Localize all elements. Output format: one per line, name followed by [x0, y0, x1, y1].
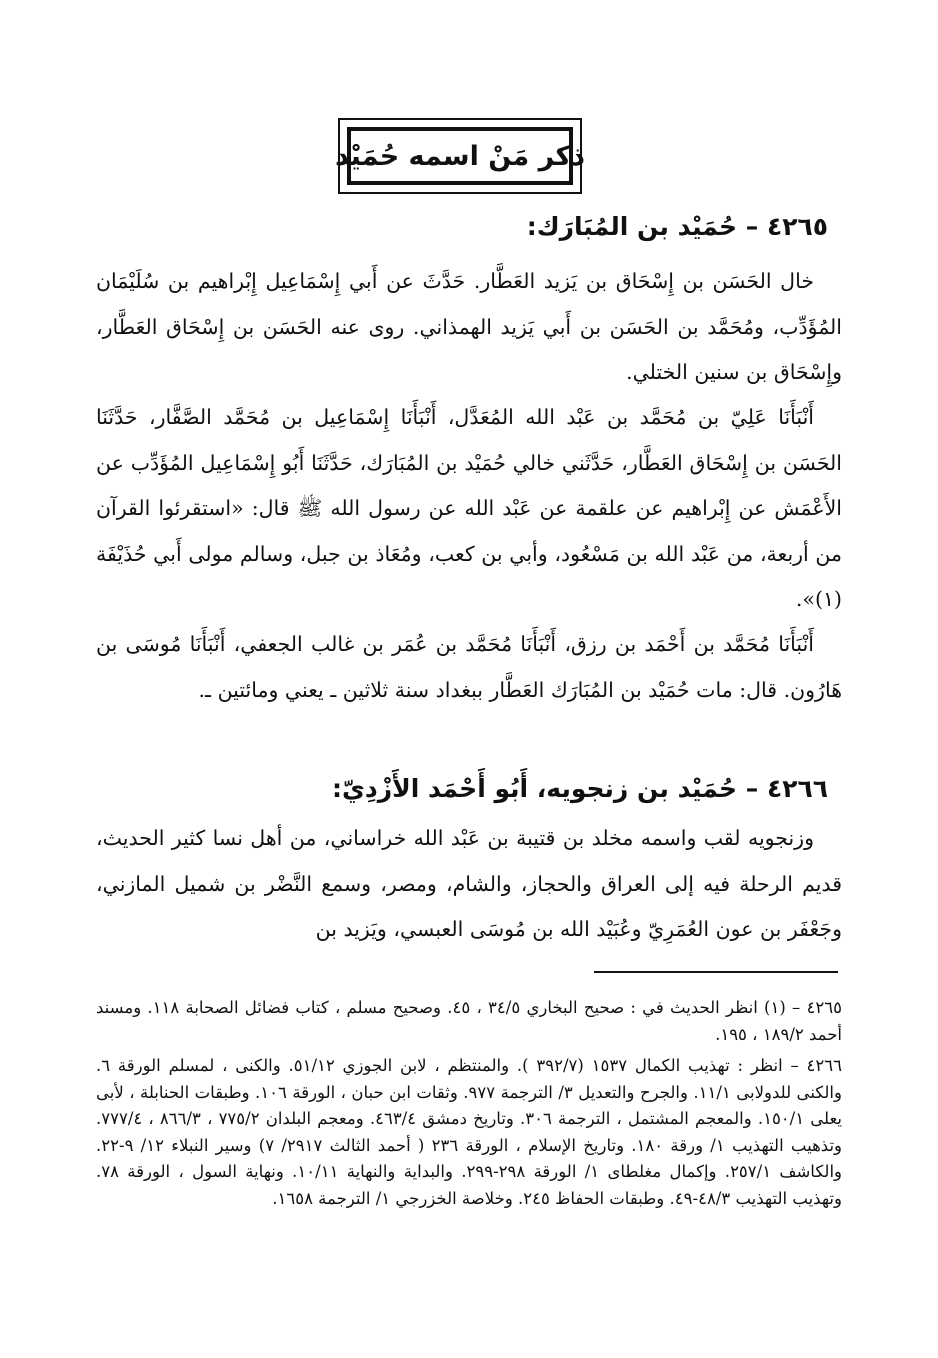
footnote-text: – انظر : تهذيب الكمال ١٥٣٧ (٣٩٢/٧ ). والمنتظم ، لابن الجوزي ٥١/١٢. والكنى ، لمسلم الورقة ٦. والكنى للدولابى ١١/١. والجرح والتعديل ٣/ الترجمة ٩٧٧. وثقات ابن حبان ، الورقة ١٠٦. وطبقات الحنابلة ، لأبى يعلى ١٥٠/١. والمعجم المشتمل ، الترجمة ٣٠٦. وتاريخ دمشق ٤٦٣/٤. ومعجم البلدان ٧٧٥/٢ ، ٨٦٦/٣ ، ٧٧٧/٤. وتذهيب التهذيب ١/ ورقة ١٨٠. وتاريخ الإسلام ، الورقة ٢٣٦ ( أحمد الثالث ٢٩١٧/ ٧) وسير النبلاء ١٢/ ٩-٢٢. والكاشف ٢٥٧/١. وإكمال مغلطاى ١/ الورقة ٢٩٨-٢٩٩. والبداية والنهاية ١٠/١١. ونهاية السول ، الورقة ٧٨. وتهذيب التهذيب ٤٨/٣-٤٩. وطبقات الحفاظ ٢٤٥. وخلاصة الخزرجي ١/ الترجمة ١٦٥٨. [96, 1056, 843, 1208]
section-title-box [334, 118, 586, 194]
footnote-4266 [96, 1053, 842, 1212]
section-title-inner-border [334, 127, 586, 185]
footnote-number: ٤٢٦٥ [806, 998, 843, 1017]
entry-heading-4266: ٤٢٦٦ – حُمَيْد بن زنجويه، أَبُو أَحْمَد الأَزْدِيّ: [331, 774, 828, 803]
footnote-text: – (١) انظر الحديث في : صحيح البخاري ٣٤/٥ ، ٤٥. وصحيح مسلم ، كتاب فضائل الصحابة ١١٨. ومسند أحمد ١٨٩/٢ ، ١٩٥. [96, 998, 842, 1044]
entry-4266-paragraph-1: وزنجويه لقب واسمه مخلد بن قتيبة بن عَبْد الله خراساني، من أهل نسا كثير الحديث، قديم الرحلة فيه إلى العراق والحجاز، والشام، ومصر، وسمع النَّضْر بن شميل المازني، وجَعْفَر بن عون العُمَرِيّ وعُبَيْد الله بن مُوسَى العبسي، ويَزيد بن [96, 826, 842, 941]
footnote-4265 [96, 995, 842, 1048]
entry-4265-paragraph-3: أَنْبَأَنَا مُحَمَّد بن أَحْمَد بن رزق، أَنْبَأَنَا مُحَمَّد بن عُمَر بن غالب الجعفي، أَنْبَأَنَا مُوسَى بن هَارُون. قال: مات حُمَيْد بن المُبَارَك العَطَّار ببغداد سنة ثلاثين ـ يعني ومائتين ـ. [96, 632, 842, 702]
entry-4265-paragraph-1: خال الحَسَن بن إِسْحَاق بن يَزيد العَطَّار. حَدَّثَ عن أَبي إِسْمَاعِيل إِبْراهيم بن سُلَيْمَان المُؤَدِّب، ومُحَمَّد بن الحَسَن بن أَبي يَزيد الهمذاني. روى عنه الحَسَن بن إِسْحَاق العَطَّار، وإِسْحَاق بن سنين الختلي. [96, 269, 842, 384]
section-title: ذكر مَنْ اسمه حُمَيْد [334, 140, 586, 172]
entry-heading-4265: ٤٢٦٥ – حُمَيْد بن المُبَارَك: [526, 212, 828, 241]
footnote-separator [594, 971, 838, 973]
footnote-number: ٤٢٦٦ [806, 1056, 842, 1075]
entry-4265-paragraph-2: أَنْبَأَنَا عَلِيّ بن مُحَمَّد بن عَبْد الله المُعَدَّل، أَنْبَأَنَا إِسْمَاعِيل بن مُحَمَّد الصَّفَّار، حَدَّثَنَا الحَسَن بن إِسْحَاق العَطَّار، حَدَّثَني خالي حُمَيْد بن المُبَارَك، حَدَّثَنَا أَبُو إِسْمَاعِيل المُؤَدِّب عن الأَعْمَش عن إِبْراهيم عن علقمة عن عَبْد الله عن رسول الله ﷺ قال: «استقرئوا القرآن من أربعة، من عَبْد الله بن مَسْعُود، وأبي بن كعب، ومُعَاذ بن جبل، وسالم مولى أَبي حُذَيْفَة (١)». [96, 405, 842, 611]
